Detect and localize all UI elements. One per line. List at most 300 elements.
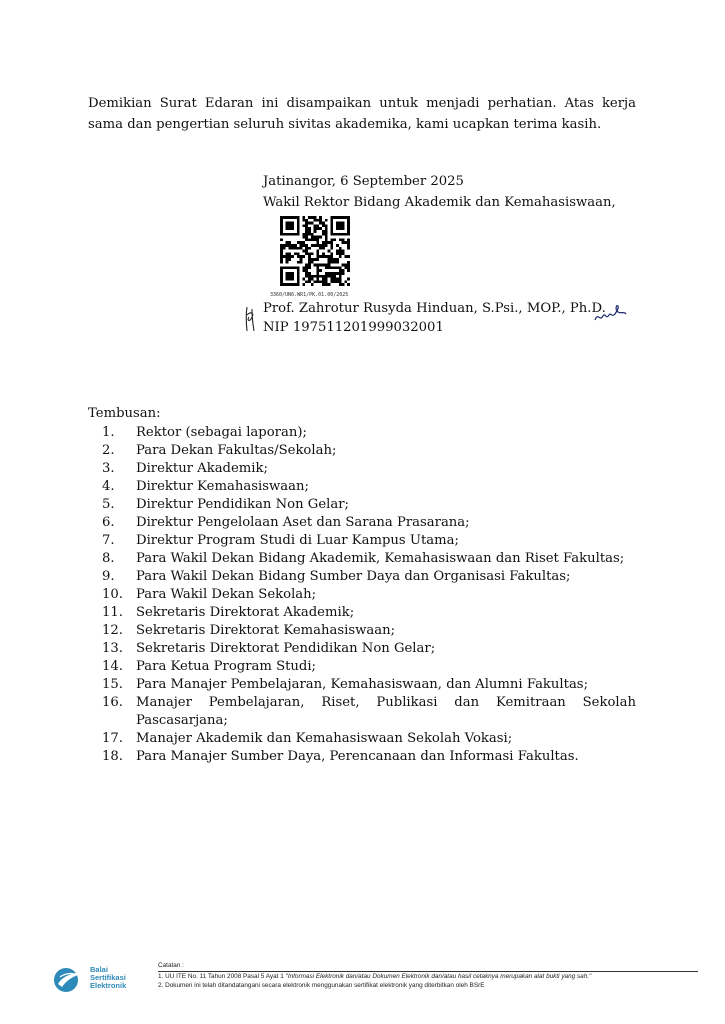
- qr-module: [330, 275, 333, 278]
- qr-module: [314, 258, 317, 261]
- list-item-number: 1.: [102, 425, 115, 440]
- list-item: [88, 586, 636, 604]
- qr-module: [280, 252, 283, 255]
- qr-module: [319, 216, 322, 219]
- qr-module: [333, 275, 336, 278]
- qr-module: [322, 280, 325, 283]
- qr-module: [308, 266, 311, 269]
- qr-module: [336, 244, 339, 247]
- list-item-number: 6.: [102, 515, 115, 530]
- qr-module: [311, 283, 314, 286]
- qr-module: [302, 241, 305, 244]
- qr-module: [311, 236, 314, 239]
- list-item: [88, 640, 636, 658]
- qr-module: [311, 261, 314, 264]
- qr-module: [302, 255, 305, 258]
- list-item: [88, 604, 636, 622]
- qr-module: [316, 278, 319, 281]
- list-item-number: 11.: [102, 605, 123, 620]
- qr-module: [305, 222, 308, 225]
- qr-module: [308, 261, 311, 264]
- qr-module: [325, 219, 328, 222]
- document-number: 3360/UN6.WR1/PK.01.00/2025: [270, 292, 349, 298]
- qr-module: [314, 219, 317, 222]
- list-item-text: Rektor (sebagai laporan);: [136, 425, 307, 440]
- qr-module: [330, 278, 333, 281]
- qr-module: [330, 238, 333, 241]
- list-item-text: Para Wakil Dekan Bidang Akademik, Kemahasiswaan dan Riset Fakultas;: [136, 551, 625, 566]
- qr-module: [342, 269, 345, 272]
- list-item-number: 2.: [102, 443, 115, 458]
- qr-module: [344, 241, 347, 244]
- list-item-number: 8.: [102, 551, 115, 566]
- qr-module: [339, 238, 342, 241]
- qr-module: [280, 250, 283, 253]
- qr-module: [322, 230, 325, 233]
- page-footer: [52, 960, 697, 1000]
- qr-module: [319, 264, 322, 267]
- qr-module: [288, 247, 291, 250]
- list-item-text: Direktur Akademik;: [136, 461, 268, 476]
- logo-text-line: Sertifikasi: [90, 973, 126, 982]
- qr-module: [325, 275, 328, 278]
- tembusan-title: Tembusan:: [88, 406, 161, 421]
- qr-module: [288, 258, 291, 261]
- qr-module: [291, 247, 294, 250]
- qr-module: [319, 275, 322, 278]
- qr-module: [325, 264, 328, 267]
- qr-module: [308, 222, 311, 225]
- qr-module: [294, 244, 297, 247]
- qr-module: [330, 272, 333, 275]
- qr-module: [342, 283, 345, 286]
- signer-identity: [263, 299, 606, 337]
- paraf-initial-signature-icon: [243, 305, 257, 333]
- qr-module: [280, 255, 283, 258]
- qr-module: [294, 252, 297, 255]
- qr-module: [316, 236, 319, 239]
- qr-module: [316, 241, 319, 244]
- list-item-number: 17.: [102, 731, 123, 746]
- qr-module: [333, 238, 336, 241]
- qr-module: [325, 266, 328, 269]
- qr-module: [288, 252, 291, 255]
- qr-module: [305, 272, 308, 275]
- footer-note-2: 2. Dokumen ini telah ditandatangani secara elektronik menggunakan sertifikat elektronik yang diterbitkan oleh BSrE: [158, 981, 485, 989]
- qr-module: [342, 241, 345, 244]
- qr-module: [305, 280, 308, 283]
- handwritten-signature-icon: [592, 302, 628, 324]
- qr-module: [330, 280, 333, 283]
- qr-module: [316, 252, 319, 255]
- list-item-number: 10.: [102, 587, 123, 602]
- qr-module: [328, 258, 331, 261]
- qr-module: [283, 247, 286, 250]
- qr-module: [302, 216, 305, 219]
- qr-module: [280, 247, 283, 250]
- qr-module: [316, 266, 319, 269]
- qr-module: [305, 266, 308, 269]
- qr-module: [305, 227, 308, 230]
- qr-module: [325, 255, 328, 258]
- qr-module: [325, 227, 328, 230]
- qr-module: [316, 269, 319, 272]
- list-item-number: 4.: [102, 479, 115, 494]
- qr-module: [347, 241, 350, 244]
- qr-module: [328, 241, 331, 244]
- qr-module: [288, 255, 291, 258]
- qr-module: [330, 252, 333, 255]
- qr-module: [322, 278, 325, 281]
- list-item-text: Direktur Program Studi di Luar Kampus Utama;: [136, 533, 459, 548]
- qr-module: [311, 216, 314, 219]
- qr-module: [344, 255, 347, 258]
- qr-module: [305, 252, 308, 255]
- qr-module: [316, 224, 319, 227]
- qr-module: [316, 244, 319, 247]
- list-item-text: Manajer Pembelajaran, Riset, Publikasi dan Kemitraan Sekolah: [136, 695, 636, 710]
- qr-module: [325, 280, 328, 283]
- list-item: [88, 748, 636, 766]
- list-item-number: 12.: [102, 623, 123, 638]
- closing-paragraph: Demikian Surat Edaran ini disampaikan untuk menjadi perhatian. Atas kerja sama dan pengertian seluruh sivitas akademika, kami ucapkan terima kasih.: [88, 96, 636, 133]
- qr-module: [316, 275, 319, 278]
- qr-module: [316, 255, 319, 258]
- qr-module: [316, 272, 319, 275]
- list-item-text: Para Wakil Dekan Bidang Sumber Daya dan Organisasi Fakultas;: [136, 569, 571, 584]
- qr-module: [297, 247, 300, 250]
- list-item: [88, 514, 636, 532]
- qr-module: [316, 219, 319, 222]
- qr-module: [286, 255, 289, 258]
- qr-module: [325, 224, 328, 227]
- qr-module: [339, 272, 342, 275]
- list-item-text: Direktur Pendidikan Non Gelar;: [136, 497, 349, 512]
- qr-module: [297, 252, 300, 255]
- list-item-text: Para Ketua Program Studi;: [136, 659, 317, 674]
- qr-module: [300, 247, 303, 250]
- footer-notes: [158, 962, 698, 990]
- qr-module: [316, 258, 319, 261]
- list-item: [88, 478, 636, 496]
- list-item: [88, 424, 636, 442]
- qr-module: [305, 224, 308, 227]
- qr-module: [300, 261, 303, 264]
- qr-module: [322, 275, 325, 278]
- qr-module: [316, 264, 319, 267]
- list-item: [88, 442, 636, 460]
- qr-module: [308, 238, 311, 241]
- qr-module: [283, 244, 286, 247]
- qr-module: [333, 261, 336, 264]
- qr-module: [314, 236, 317, 239]
- bsre-logo-text: [90, 966, 126, 990]
- qr-module: [342, 250, 345, 253]
- list-item-number: 18.: [102, 749, 123, 764]
- qr-module: [288, 241, 291, 244]
- qr-module: [305, 219, 308, 222]
- qr-module: [344, 264, 347, 267]
- qr-module: [314, 238, 317, 241]
- qr-module: [333, 272, 336, 275]
- qr-module: [305, 250, 308, 253]
- qr-module: [347, 261, 350, 264]
- qr-module: [280, 261, 283, 264]
- list-item-text: Direktur Kemahasiswaan;: [136, 479, 309, 494]
- qr-module: [347, 269, 350, 272]
- qr-module: [336, 278, 339, 281]
- qr-module: [330, 261, 333, 264]
- qr-module: [305, 230, 308, 233]
- qr-module: [311, 258, 314, 261]
- qr-module: [319, 219, 322, 222]
- list-item-text: Para Manajer Sumber Daya, Perencanaan dan Informasi Fakultas.: [136, 749, 579, 764]
- qr-module: [294, 247, 297, 250]
- list-item: [88, 550, 636, 568]
- qr-module: [330, 244, 333, 247]
- qr-module: [342, 252, 345, 255]
- qr-module: [339, 278, 342, 281]
- qr-module: [280, 244, 283, 247]
- qr-module: [342, 264, 345, 267]
- qr-module: [328, 283, 331, 286]
- qr-module: [339, 266, 342, 269]
- qr-module: [322, 283, 325, 286]
- qr-module: [302, 283, 305, 286]
- qr-finder: [336, 222, 344, 230]
- qr-module: [328, 250, 331, 253]
- qr-module: [286, 241, 289, 244]
- qr-module: [347, 278, 350, 281]
- qr-module: [336, 266, 339, 269]
- qr-module: [322, 222, 325, 225]
- qr-module: [336, 250, 339, 253]
- signer-name: Prof. Zahrotur Rusyda Hinduan, S.Psi., MOP., Ph.D.: [263, 301, 606, 316]
- qr-module: [333, 280, 336, 283]
- qr-module: [314, 244, 317, 247]
- qr-module: [308, 216, 311, 219]
- qr-module: [314, 230, 317, 233]
- qr-module: [325, 230, 328, 233]
- qr-module: [316, 227, 319, 230]
- logo-text-line: Balai: [90, 965, 108, 974]
- qr-module: [308, 230, 311, 233]
- qr-module: [336, 280, 339, 283]
- qr-module: [308, 280, 311, 283]
- qr-module: [286, 261, 289, 264]
- qr-module: [308, 275, 311, 278]
- qr-module: [319, 280, 322, 283]
- footer-note-1: [158, 973, 698, 981]
- list-item-text: Manajer Akademik dan Kemahasiswaan Sekolah Vokasi;: [136, 731, 513, 746]
- qr-module: [344, 280, 347, 283]
- qr-module: [291, 244, 294, 247]
- qr-finder: [286, 272, 294, 280]
- qr-module: [283, 255, 286, 258]
- place-date: Jatinangor, 6 September 2025: [263, 174, 464, 189]
- qr-module: [280, 258, 283, 261]
- qr-module: [288, 244, 291, 247]
- qr-module: [297, 255, 300, 258]
- qr-module: [316, 250, 319, 253]
- qr-module: [347, 283, 350, 286]
- qr-module: [305, 269, 308, 272]
- qr-module: [311, 275, 314, 278]
- qr-module: [330, 247, 333, 250]
- qr-module: [311, 222, 314, 225]
- qr-module: [325, 278, 328, 281]
- qr-module: [339, 275, 342, 278]
- list-item-text-continued: Pascasarjana;: [136, 713, 228, 728]
- list-item-text: Para Dekan Fakultas/Sekolah;: [136, 443, 337, 458]
- qr-module: [305, 247, 308, 250]
- qr-finder: [286, 222, 294, 230]
- qr-module: [311, 238, 314, 241]
- list-item-number: 7.: [102, 533, 115, 548]
- qr-module: [319, 255, 322, 258]
- list-item: [88, 676, 636, 694]
- logo-text-line: Elektronik: [90, 981, 127, 990]
- qr-module: [339, 269, 342, 272]
- qr-module: [319, 227, 322, 230]
- qr-module: [319, 247, 322, 250]
- qr-module: [322, 233, 325, 236]
- qr-module: [302, 278, 305, 281]
- qr-module: [328, 272, 331, 275]
- bsre-logo-icon: [52, 965, 86, 995]
- list-item-number: 9.: [102, 569, 115, 584]
- qr-module: [339, 247, 342, 250]
- list-item-text: Para Manajer Pembelajaran, Kemahasiswaan, dan Alumni Fakultas;: [136, 677, 589, 692]
- list-item-number: 15.: [102, 677, 123, 692]
- qr-module: [300, 258, 303, 261]
- list-item-number: 14.: [102, 659, 123, 674]
- signer-nip: NIP 197511201999032001: [263, 320, 444, 335]
- qr-module: [302, 236, 305, 239]
- qr-module: [336, 261, 339, 264]
- qr-module: [325, 238, 328, 241]
- qr-module: [280, 238, 283, 241]
- list-item: [88, 496, 636, 514]
- qr-module: [319, 222, 322, 225]
- qr-module: [308, 255, 311, 258]
- list-item-text: Sekretaris Direktorat Akademik;: [136, 605, 355, 620]
- qr-module: [286, 252, 289, 255]
- qr-module: [347, 255, 350, 258]
- qr-module: [347, 247, 350, 250]
- qr-module: [305, 264, 308, 267]
- qr-module: [302, 266, 305, 269]
- qr-module: [347, 238, 350, 241]
- qr-module: [316, 238, 319, 241]
- list-item: [88, 658, 636, 676]
- footer-divider: [158, 971, 698, 972]
- qr-module: [328, 264, 331, 267]
- qr-module: [308, 227, 311, 230]
- qr-module: [314, 275, 317, 278]
- qr-module: [347, 264, 350, 267]
- qr-module: [305, 244, 308, 247]
- qr-module: [339, 250, 342, 253]
- qr-module: [300, 255, 303, 258]
- list-item: [88, 460, 636, 478]
- list-item-number: 3.: [102, 461, 115, 476]
- qr-module: [308, 252, 311, 255]
- qr-module: [297, 241, 300, 244]
- qr-module: [339, 283, 342, 286]
- list-item-number: 5.: [102, 497, 115, 512]
- qr-module: [305, 275, 308, 278]
- list-item-text: Sekretaris Direktorat Kemahasiswaan;: [136, 623, 396, 638]
- qr-module: [325, 233, 328, 236]
- qr-module: [314, 227, 317, 230]
- qr-module: [333, 266, 336, 269]
- qr-module: [336, 252, 339, 255]
- tembusan-list: [88, 424, 636, 766]
- qr-module: [325, 283, 328, 286]
- qr-module: [286, 244, 289, 247]
- note-1-prefix: 1. UU ITE No. 11 Tahun 2008 Pasal 5 Ayat 1: [158, 973, 286, 981]
- qr-module: [322, 264, 325, 267]
- qr-module: [308, 278, 311, 281]
- qr-module: [311, 278, 314, 281]
- qr-module: [333, 278, 336, 281]
- qr-module: [286, 258, 289, 261]
- qr-module: [330, 241, 333, 244]
- qr-module: [308, 258, 311, 261]
- qr-module: [314, 280, 317, 283]
- qr-module: [311, 233, 314, 236]
- qr-module: [316, 280, 319, 283]
- catatan-label: Catatan :: [158, 962, 184, 969]
- qr-module: [300, 241, 303, 244]
- qr-module: [297, 261, 300, 264]
- qr-module: [328, 255, 331, 258]
- qr-module: [330, 258, 333, 261]
- qr-module: [322, 247, 325, 250]
- qr-module: [328, 266, 331, 269]
- qr-module: [328, 275, 331, 278]
- qr-module: [319, 236, 322, 239]
- qr-module: [339, 280, 342, 283]
- qr-module: [347, 244, 350, 247]
- qr-module: [322, 241, 325, 244]
- qr-module: [302, 219, 305, 222]
- qr-module: [305, 238, 308, 241]
- qr-module: [311, 244, 314, 247]
- note-1-quote: "Informasi Elektronik dan/atau Dokumen Elektronik dan/atau hasil cetaknya merupakan alat bukti yang sah.": [285, 973, 592, 981]
- qr-module: [325, 272, 328, 275]
- qr-module: [305, 236, 308, 239]
- qr-module: [319, 244, 322, 247]
- qr-module: [333, 258, 336, 261]
- qr-module: [339, 255, 342, 258]
- list-item-text: Direktur Pengelolaan Aset dan Sarana Prasarana;: [136, 515, 470, 530]
- qr-module: [342, 272, 345, 275]
- qr-module: [308, 233, 311, 236]
- qr-module: [302, 233, 305, 236]
- qr-module: [308, 247, 311, 250]
- qr-module: [339, 252, 342, 255]
- qr-module: [291, 255, 294, 258]
- qr-module: [302, 224, 305, 227]
- qr-module: [344, 266, 347, 269]
- qr-module: [347, 266, 350, 269]
- qr-module: [308, 264, 311, 267]
- qr-module: [322, 252, 325, 255]
- list-item-number: 13.: [102, 641, 123, 656]
- qr-module: [311, 252, 314, 255]
